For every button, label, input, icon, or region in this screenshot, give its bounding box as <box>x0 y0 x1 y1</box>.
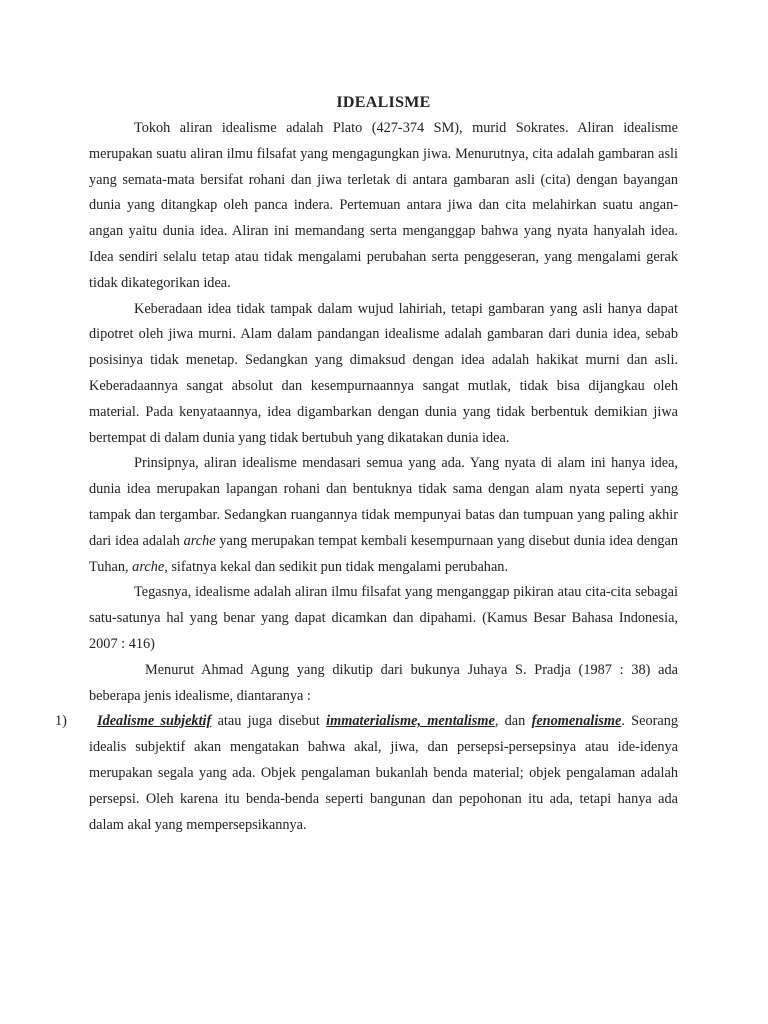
list-number: 1) <box>55 713 67 730</box>
term-fenomenalisme: fenomenalisme <box>531 713 622 730</box>
idealism-types-list <box>55 709 679 838</box>
document-page <box>55 90 679 838</box>
list-text-c: . Seorang idealis subjektif akan mengatakan bahwa akal, jiwa, dan persepsi-persepsinya atau ide-idenya merupakan segala yang ada. Objek pengalaman bukanlah benda material; objek pengalaman adalah persepsi. Oleh karena itu benda-benda seperti bangunan dan pepohonan itu ada, tetapi hanya ada dalam akal yang mempersepsikannya. <box>89 713 679 833</box>
term-immaterialisme: immaterialisme, mentalisme <box>326 713 495 730</box>
document-title: IDEALISME <box>336 94 431 111</box>
arche-term: arche <box>183 532 216 549</box>
paragraph-3-text-c: sifatnya kekal dan sedikit pun tidak mengalami perubahan. <box>167 558 509 575</box>
arche-term-2: arche, <box>132 558 168 575</box>
paragraph-1: Tokoh aliran idealisme adalah Plato (427-374 SM), murid Sokrates. Aliran idealisme merupakan suatu aliran ilmu filsafat yang mengagungkan jiwa. Menurutnya, cita adalah gambaran asli yang semata-mata bersifat rohani dan jiwa terletak di antara gambaran asli (cita) dengan bayangan dunia yang ditangkap oleh panca indera. Pertemuan antara jiwa dan cita melahirkan suatu angan-angan yaitu dunia idea. Aliran ini memandang serta menganggap bahwa yang nyata hanyalah idea. Idea sendiri selalu tetap atau tidak mengalami perubahan serta penggeseran, yang mengalami gerak tidak dikategorikan idea. <box>89 120 678 291</box>
list-item <box>55 709 679 838</box>
paragraph-4: Tegasnya, idealisme adalah aliran ilmu filsafat yang menganggap pikiran atau cita-cita sebagai satu-satunya hal yang benar yang dapat dicamkan dan dipahami. (Kamus Besar Bahasa Indonesia, 2007 : 416) <box>89 584 678 652</box>
paragraph-3 <box>89 451 678 580</box>
paragraph-2: Keberadaan idea tidak tampak dalam wujud lahiriah, tetapi gambaran yang asli hanya dapat dipotret oleh jiwa murni. Alam dalam pandangan idealisme adalah gambaran dari dunia idea, sebab posisinya tidak menetap. Sedangkan yang dimaksud dengan idea adalah hakikat murni dan asli. Keberadaannya sangat absolut dan kesempurnaannya sangat mutlak, tidak bisa dijangkau oleh material. Pada kenyataannya, idea digambarkan dengan dunia yang tidak berbentuk demikian jiwa bertempat di dalam dunia yang tidak bertubuh yang dikatakan dunia idea. <box>89 300 678 446</box>
paragraph-3-text-b: yang merupakan tempat kembali kesempurnaan yang disebut dunia idea dengan Tuhan, <box>89 532 678 575</box>
list-text-a: atau juga disebut <box>211 713 327 730</box>
paragraph-5: Menurut Ahmad Agung yang dikutip dari bukunya Juhaya S. Pradja (1987 : 38) ada beberapa jenis idealisme, diantaranya : <box>89 661 678 704</box>
list-text-b: , dan <box>494 713 532 730</box>
paragraph-3-text-a: Prinsipnya, aliran idealisme mendasari semua yang ada. Yang nyata di alam ini hanya idea, dunia idea merupakan lapangan rohani dan bentuknya tidak sama dengan alam nyata seperti yang tampak dan tergambar. Sedangkan ruangannya tidak mempunyai batas dan tumpuan yang paling akhir dari idea adalah <box>89 455 678 549</box>
term-idealisme-subjektif: Idealisme subjektif <box>97 713 212 730</box>
